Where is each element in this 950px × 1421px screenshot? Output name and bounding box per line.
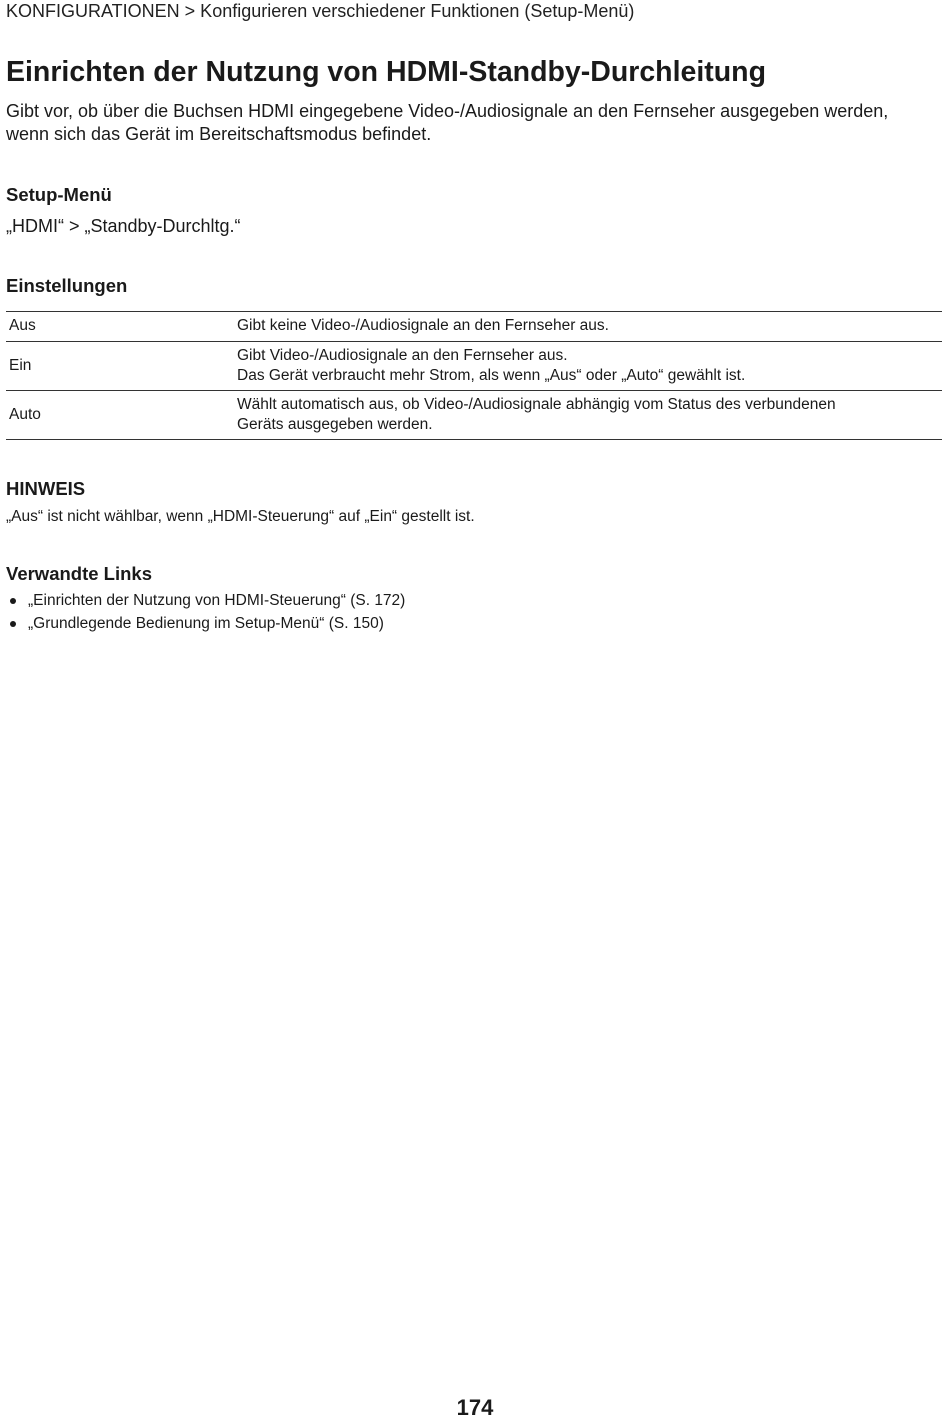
bullet-icon — [10, 598, 16, 604]
option-name: Aus — [6, 312, 234, 342]
setup-menu-path: „HDMI“ > „Standby-Durchltg.“ — [6, 216, 241, 236]
intro-line: wenn sich das Gerät im Bereitschaftsmodus befindet. — [6, 124, 432, 144]
table-row — [6, 342, 942, 391]
description-line: Das Gerät verbraucht mehr Strom, als wenn „Aus“ oder „Auto“ gewählt ist. — [237, 366, 746, 384]
settings-table — [6, 311, 942, 440]
description-line: Gibt Video-/Audiosignale an den Fernseher aus. — [237, 346, 568, 364]
page-number: 174 — [456, 1395, 494, 1420]
related-link[interactable] — [6, 612, 405, 635]
intro-line: Gibt vor, ob über die Buchsen HDMI eingegebene Video-/Audiosignale an den Fernseher ausgegeben werden, — [6, 101, 889, 121]
intro-paragraph — [6, 100, 942, 146]
option-name: Ein — [6, 342, 234, 391]
note-text: „Aus“ ist nicht wählbar, wenn „HDMI-Steuerung“ auf „Ein“ gestellt ist. — [6, 508, 475, 525]
option-description — [234, 391, 942, 440]
description-line: Wählt automatisch aus, ob Video-/Audiosignale abhängig vom Status des verbundenen — [237, 395, 836, 413]
related-links-heading: Verwandte Links — [6, 563, 152, 584]
option-name: Auto — [6, 391, 234, 440]
table-row — [6, 391, 942, 440]
description-line: Geräts ausgegeben werden. — [237, 415, 433, 433]
related-link-text[interactable]: „Grundlegende Bedienung im Setup-Menü“ (S. 150) — [28, 615, 384, 632]
option-description — [234, 342, 942, 391]
breadcrumb: KONFIGURATIONEN > Konfigurieren verschiedener Funktionen (Setup-Menü) — [6, 1, 635, 21]
bullet-icon — [10, 621, 16, 627]
table-row — [6, 312, 942, 342]
note-heading: HINWEIS — [6, 478, 86, 499]
related-links-list — [6, 589, 405, 635]
related-link-text[interactable]: „Einrichten der Nutzung von HDMI-Steuerung“ (S. 172) — [28, 592, 406, 609]
option-description — [234, 312, 942, 342]
description-line: Gibt keine Video-/Audiosignale an den Fernseher aus. — [237, 317, 609, 334]
related-link[interactable] — [6, 589, 405, 612]
setup-menu-heading: Setup-Menü — [6, 184, 112, 205]
settings-heading: Einstellungen — [6, 275, 128, 296]
page-title: Einrichten der Nutzung von HDMI-Standby-Durchleitung — [6, 56, 766, 88]
